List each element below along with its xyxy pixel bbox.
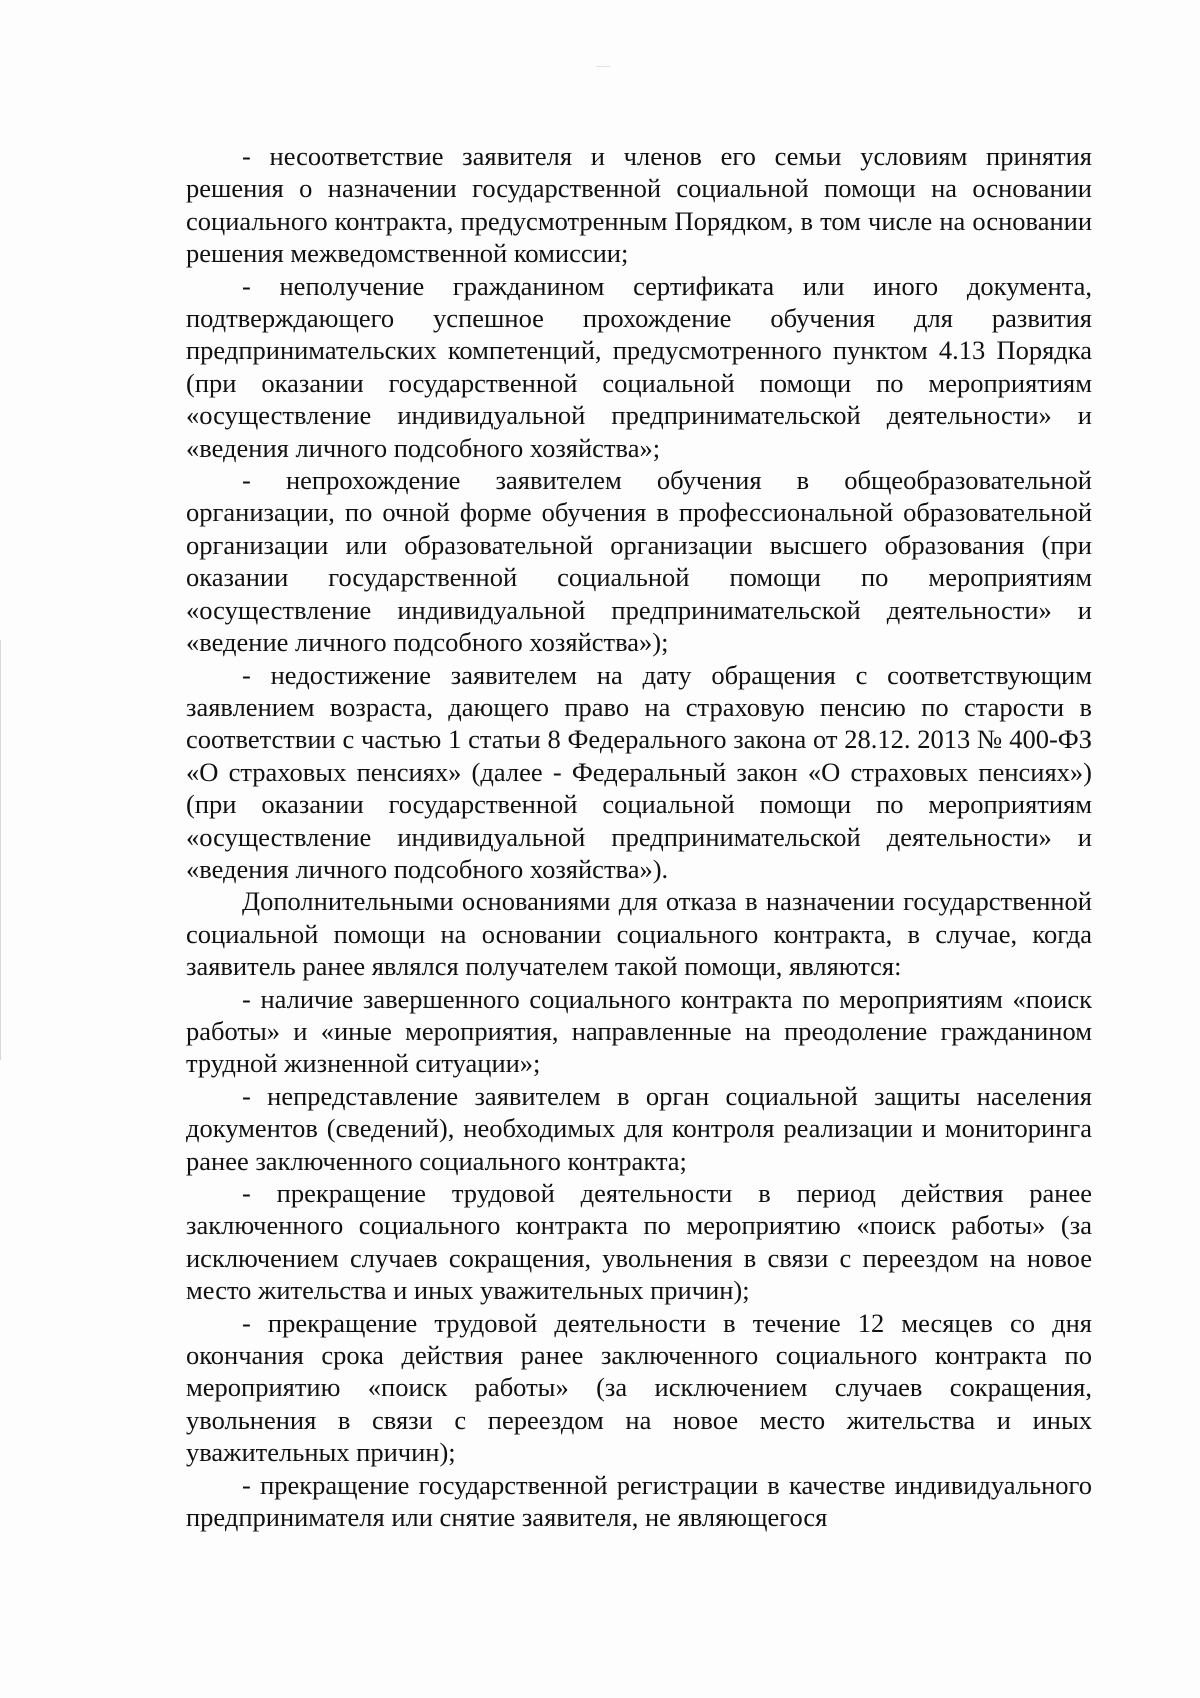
paragraph-noncompliance: - несоответствие заявителя и членов его семьи условиям принятия решения о назначении государственной социальной помощи на основании социального контракта, предусмотренным Порядком, в том числе на основании решения межведомственной комиссии; xyxy=(186,141,1092,269)
paragraph-work-stopped-during: - прекращение трудовой деятельности в период действия ранее заключенного социального контракта по мероприятию «поиск работы» (за исключением случаев сокращения, увольнения в связи с переездом на новое место жительства и иных уважительных причин); xyxy=(186,1178,1092,1306)
paragraph-age-requirement: - недостижение заявителем на дату обращения с соответствующим заявлением возраста, дающего право на страховую пенсию по старости в соответствии с частью 1 статьи 8 Федерального закона от 28.12. 2013 № 400-ФЗ «О страховых пенсиях» (далее - Федеральный закон «О страховых пенсиях») (при оказании государственной социальной помощи по мероприятиям «осуществление индивидуальной предпринимательской деятельности» и «ведения личного подсобного хозяйства»). xyxy=(186,659,1092,884)
scan-edge-artifact xyxy=(0,640,1,1060)
paragraph-work-stopped-after: - прекращение трудовой деятельности в течение 12 месяцев со дня окончания срока действия ранее заключенного социального контракта по мероприятию «поиск работы» (за исключением случаев сокращения, увольнения в связи с переездом на новое место жительства и иных уважительных причин); xyxy=(186,1307,1092,1468)
paragraph-additional-grounds: Дополнительными основаниями для отказа в назначении государственной социальной помощи на основании социального контракта, в случае, когда заявитель ранее являлся получателем такой помощи, являются: xyxy=(186,886,1092,982)
paragraph-completed-contract: - наличие завершенного социального контракта по мероприятиям «поиск работы» и «иные мероприятия, направленные на преодоление гражданином трудной жизненной ситуации»; xyxy=(186,983,1092,1079)
scan-artifact xyxy=(596,66,610,67)
paragraph-no-training: - непрохождение заявителем обучения в общеобразовательной организации, по очной форме обучения в профессиональной образовательной организации или образовательной организации высшего образования (при оказании государственной социальной помощи по мероприятиям «осуществление индивидуальной предпринимательской деятельности» и «ведение личного подсобного хозяйства»); xyxy=(186,465,1092,658)
paragraph-registration-terminated: - прекращение государственной регистрации в качестве индивидуального предпринимателя или снятие заявителя, не являющегося xyxy=(186,1469,1092,1533)
paragraph-no-documents: - непредставление заявителем в орган социальной защиты населения документов (сведений), необходимых для контроля реализации и мониторинга ранее заключенного социального контракта; xyxy=(186,1080,1092,1176)
paragraph-no-certificate: - неполучение гражданином сертификата или иного документа, подтверждающего успешное прохождение обучения для развития предпринимательских компетенций, предусмотренного пунктом 4.13 Порядка (при оказании государственной социальной помощи по мероприятиям «осуществление индивидуальной предпринимательской деятельности» и «ведения личного подсобного хозяйства»; xyxy=(186,270,1092,463)
document-body xyxy=(186,140,1092,1533)
